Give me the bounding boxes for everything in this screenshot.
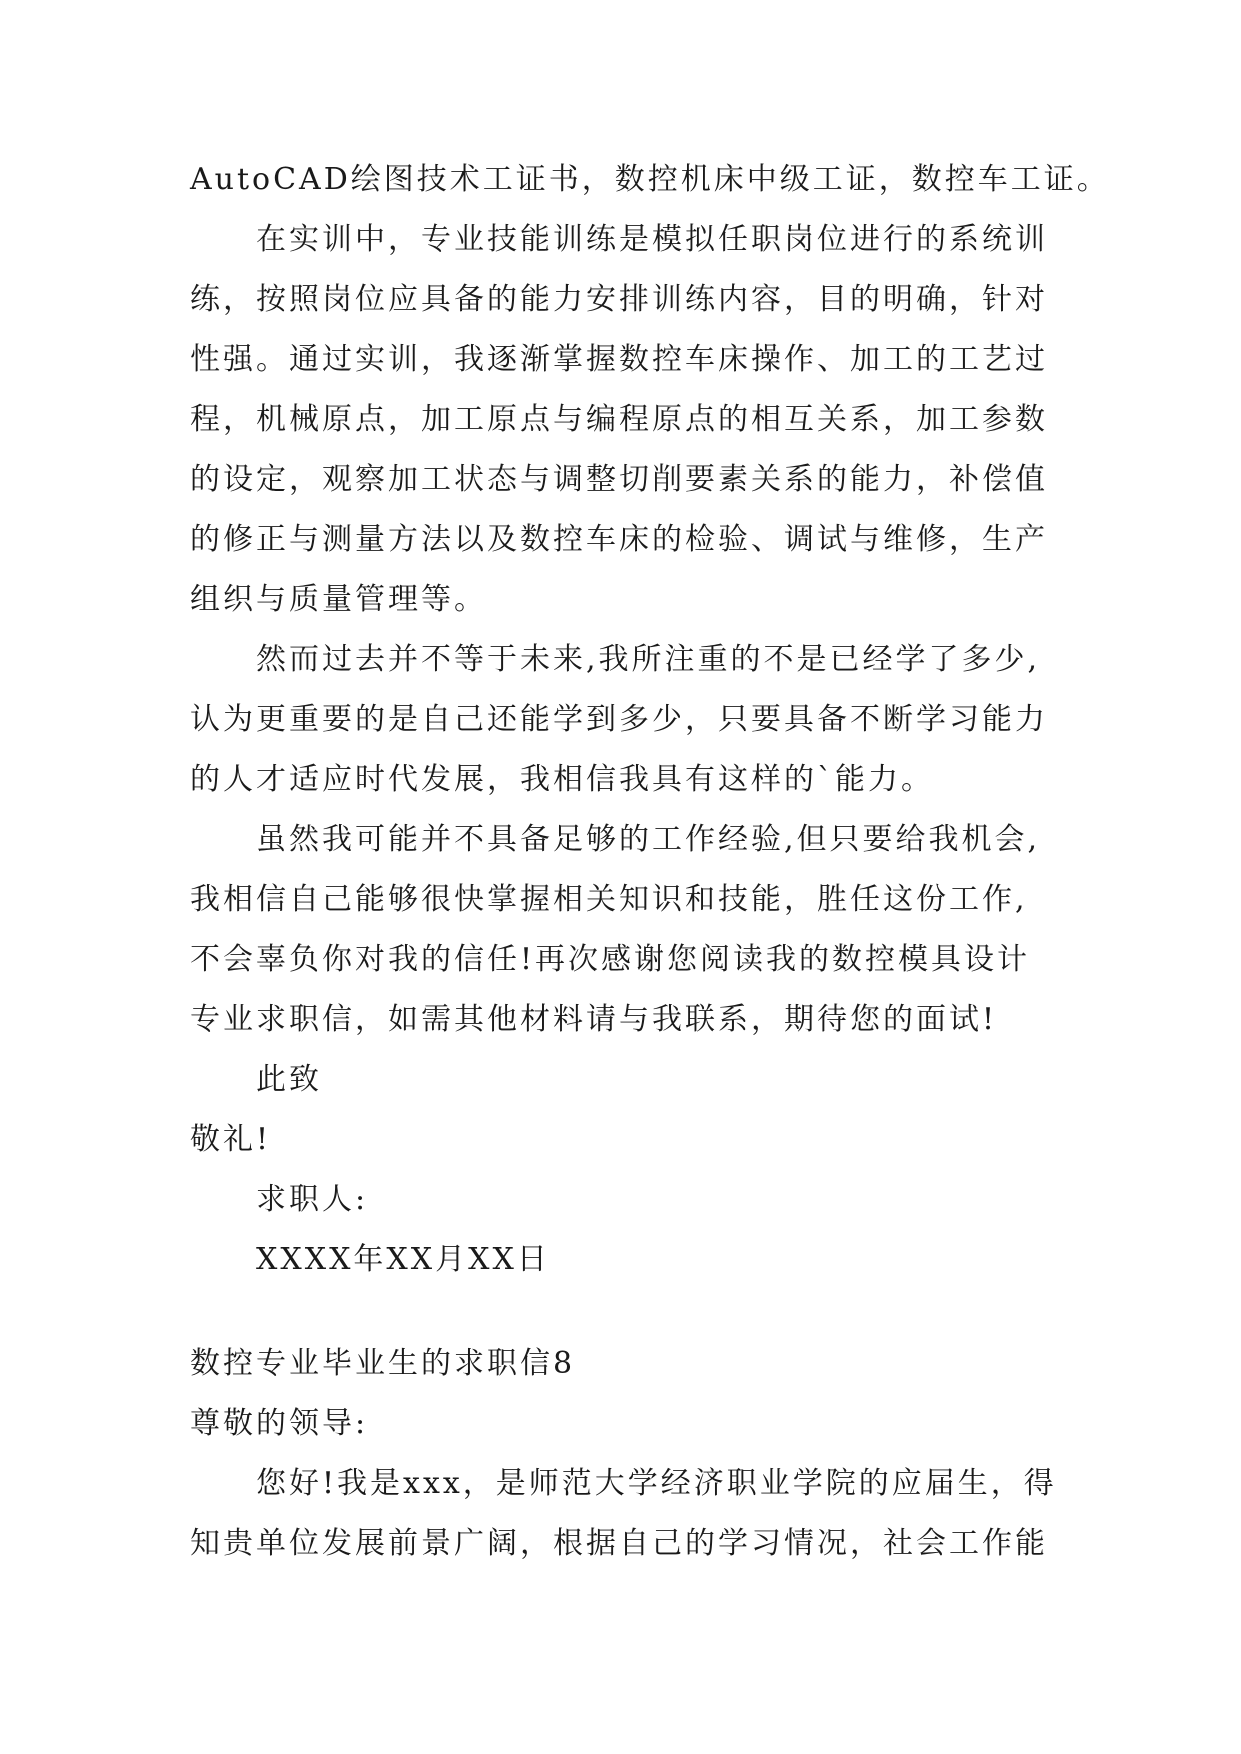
letter-date: XXXX年XX月XX日 bbox=[256, 1242, 550, 1277]
document-text bbox=[190, 160, 1110, 1584]
text-line: 我相信自己能够很快掌握相关知识和技能，胜任这份工作, bbox=[190, 882, 1028, 917]
signature-label: 求职人: bbox=[256, 1182, 369, 1217]
paragraph-introduction bbox=[190, 1464, 1060, 1564]
text-line: 的设定，观察加工状态与调整切削要素关系的能力，补偿值 bbox=[190, 462, 1048, 497]
section-gap bbox=[190, 1300, 1060, 1344]
text-line: 程，机械原点，加工原点与编程原点的相互关系，加工参数 bbox=[190, 402, 1048, 437]
text-line: AutoCAD绘图技术工证书，数控机床中级工证，数控车工证。 bbox=[190, 162, 1110, 197]
paragraph-future bbox=[190, 640, 1060, 800]
text-line: 的修正与测量方法以及数控车床的检验、调试与维修，生产 bbox=[190, 522, 1048, 557]
text-line: 性强。通过实训，我逐渐掌握数控车床操作、加工的工艺过 bbox=[190, 342, 1048, 377]
text-line: 在实训中，专业技能训练是模拟任职岗位进行的系统训 bbox=[256, 222, 1048, 257]
text-line: 您好!我是xxx，是师范大学经济职业学院的应届生，得 bbox=[256, 1466, 1057, 1501]
paragraph-training bbox=[190, 220, 1060, 620]
letter-title: 数控专业毕业生的求职信8 bbox=[190, 1346, 576, 1381]
text-line: 练，按照岗位应具备的能力安排训练内容，目的明确，针对 bbox=[190, 282, 1048, 317]
letter-greeting: 尊敬的领导: bbox=[190, 1406, 369, 1441]
salute: 敬礼! bbox=[190, 1122, 272, 1157]
text-line: 然而过去并不等于未来,我所注重的不是已经学了多少, bbox=[256, 642, 1041, 677]
text-line: 的人才适应时代发展，我相信我具有这样的`能力。 bbox=[190, 762, 934, 797]
text-line: 知贵单位发展前景广阔，根据自己的学习情况，社会工作能 bbox=[190, 1526, 1048, 1561]
text-line: 专业求职信，如需其他材料请与我联系，期待您的面试! bbox=[190, 1002, 998, 1037]
paragraph-certificates bbox=[190, 160, 1110, 200]
paragraph-experience bbox=[190, 820, 1060, 1040]
text-line: 虽然我可能并不具备足够的工作经验,但只要给我机会, bbox=[256, 822, 1041, 857]
text-line: 组织与质量管理等。 bbox=[190, 582, 487, 617]
text-line: 不会辜负你对我的信任!再次感谢您阅读我的数控模具设计 bbox=[190, 942, 1031, 977]
text-line: 认为更重要的是自己还能学到多少，只要具备不断学习能力 bbox=[190, 702, 1048, 737]
closing-phrase: 此致 bbox=[256, 1062, 322, 1097]
